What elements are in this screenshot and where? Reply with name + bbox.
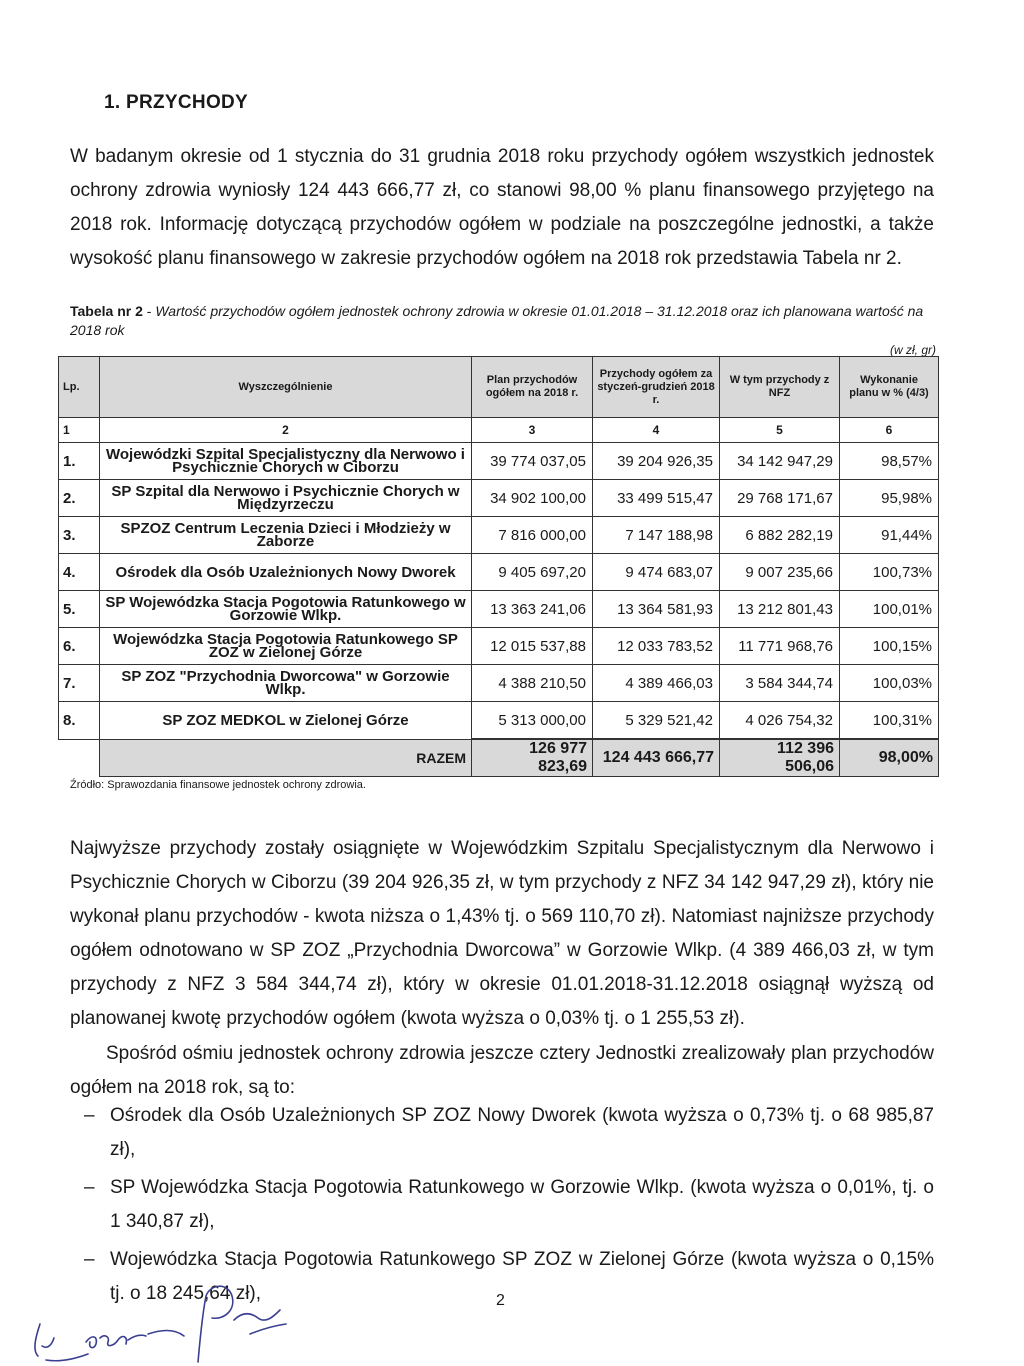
table-caption-text: Wartość przychodów ogółem jednostek ochrony zdrowia w okresie 01.01.2018 – 31.12.2018 oraz ich planowana wartość na 2018 rok [70, 303, 924, 338]
row-execution: 95,98% [840, 480, 939, 517]
row-revenue: 7 147 188,98 [593, 517, 720, 554]
column-number: 3 [472, 418, 593, 443]
row-lp: 8. [59, 702, 100, 740]
row-nfz: 29 768 171,67 [720, 480, 840, 517]
header-execution: Wykonanie planu w % (4/3) [840, 357, 939, 418]
row-lp: 4. [59, 554, 100, 591]
bullet-dash: – [84, 1105, 95, 1126]
paragraph-four-units: Spośród ośmiu jednostek ochrony zdrowia jeszcze cztery Jednostki zrealizowały plan przychodów ogółem na 2018 rok, są to: [70, 1043, 934, 1098]
row-unit-name: SP ZOZ "Przychodnia Dworcowa" w Gorzowie Wlkp. [100, 665, 472, 702]
header-lp: Lp. [59, 357, 100, 418]
row-nfz: 3 584 344,74 [720, 665, 840, 702]
row-revenue: 39 204 926,35 [593, 443, 720, 480]
bullet-dash: – [84, 1249, 95, 1270]
row-execution: 100,15% [840, 628, 939, 665]
units-note: (w zł, gr) [890, 343, 936, 357]
row-unit-name: SPZOZ Centrum Leczenia Dzieci i Młodzieży w Zaborze [100, 517, 472, 554]
row-plan: 39 774 037,05 [472, 443, 593, 480]
column-number: 5 [720, 418, 840, 443]
row-lp: 6. [59, 628, 100, 665]
table-row [59, 517, 939, 554]
table-row [59, 628, 939, 665]
bullet-item [70, 1171, 934, 1239]
row-plan: 7 816 000,00 [472, 517, 593, 554]
table-row [59, 702, 939, 740]
table-row [59, 591, 939, 628]
table-caption-dash: - [142, 303, 156, 319]
total-label: RAZEM [100, 739, 472, 777]
table-row [59, 480, 939, 517]
handwritten-signature [28, 1276, 298, 1364]
row-nfz: 6 882 282,19 [720, 517, 840, 554]
row-plan: 34 902 100,00 [472, 480, 593, 517]
column-number: 6 [840, 418, 939, 443]
header-revenue: Przychody ogółem za styczeń-grudzień 2018 r. [593, 357, 720, 418]
row-lp: 5. [59, 591, 100, 628]
row-nfz: 4 026 754,32 [720, 702, 840, 740]
row-execution: 100,73% [840, 554, 939, 591]
total-execution: 98,00% [840, 739, 939, 777]
page-number: 2 [496, 1292, 505, 1309]
bullet-text: SP Wojewódzka Stacja Pogotowia Ratunkowego w Gorzowie Wlkp. (kwota wyższa o 0,01%, tj. o 1 340,87 zł), [110, 1177, 934, 1232]
row-nfz: 9 007 235,66 [720, 554, 840, 591]
row-plan: 12 015 537,88 [472, 628, 593, 665]
bullet-item [70, 1099, 934, 1167]
row-execution: 100,03% [840, 665, 939, 702]
table-caption-label: Tabela nr 2 [70, 303, 143, 319]
row-unit-name: Ośrodek dla Osób Uzależnionych Nowy Dworek [100, 554, 472, 591]
row-unit-name: Wojewódzka Stacja Pogotowia Ratunkowego SP ZOZ w Zielonej Górze [100, 628, 472, 665]
row-nfz: 13 212 801,43 [720, 591, 840, 628]
table-source-note: Źródło: Sprawozdania finansowe jednostek ochrony zdrowia. [70, 779, 366, 791]
row-unit-name: SP ZOZ MEDKOL w Zielonej Górze [100, 702, 472, 740]
column-number: 2 [100, 418, 472, 443]
row-revenue: 4 389 466,03 [593, 665, 720, 702]
row-unit-name: SP Szpital dla Nerwowo i Psychicznie Chorych w Międzyrzeczu [100, 480, 472, 517]
row-revenue: 5 329 521,42 [593, 702, 720, 740]
table-caption [70, 302, 936, 340]
bullet-text: Ośrodek dla Osób Uzależnionych SP ZOZ Nowy Dworek (kwota wyższa o 0,73% tj. o 68 985,87 zł), [110, 1105, 934, 1160]
row-unit-name: Wojewódzki Szpital Specjalistyczny dla Nerwowo i Psychicznie Chorych w Ciborzu [100, 443, 472, 480]
column-number-row [59, 418, 939, 443]
paragraph-highest-lowest: Najwyższe przychody zostały osiągnięte w Wojewódzkim Szpitalu Specjalistycznym dla Nerwowo i Psychicznie Chorych w Ciborzu (39 204 926,35 zł, w tym przychody z NFZ 34 142 947,29 zł), który nie wykonał planu przychodów - kwota niższa o 1,43% tj. o 569 110,70 zł). Natomiast najniższe przychody ogółem odnotowano w SP ZOZ „Przychodnia Dworcowa” w Gorzowie Wlkp. (4 389 466,03 zł, w tym przychody z NFZ 3 584 344,74 zł), który w okresie 01.01.2018-31.12.2018 osiągnął wyższą od planowanej kwotę przychodów ogółem (kwota wyższa o 0,03% tj. o 1 255,53 zł). [70, 838, 934, 1029]
bullet-dash: – [84, 1177, 95, 1198]
bullet-text: Wojewódzka Stacja Pogotowia Ratunkowego SP ZOZ w Zielonej Górze (kwota wyższa o 0,15% tj. o 18 245,64 zł), [110, 1249, 934, 1304]
row-revenue: 9 474 683,07 [593, 554, 720, 591]
row-execution: 98,57% [840, 443, 939, 480]
header-description: Wyszczególnienie [100, 357, 472, 418]
row-nfz: 34 142 947,29 [720, 443, 840, 480]
row-revenue: 13 364 581,93 [593, 591, 720, 628]
total-blank-cell [59, 739, 100, 777]
row-plan: 5 313 000,00 [472, 702, 593, 740]
row-lp: 1. [59, 443, 100, 480]
row-lp: 3. [59, 517, 100, 554]
table-row [59, 665, 939, 702]
table-total-row [59, 739, 939, 777]
table-row [59, 443, 939, 480]
header-plan: Plan przychodów ogółem na 2018 r. [472, 357, 593, 418]
row-nfz: 11 771 968,76 [720, 628, 840, 665]
row-execution: 100,01% [840, 591, 939, 628]
row-lp: 7. [59, 665, 100, 702]
total-nfz: 112 396 506,06 [720, 739, 840, 777]
section-heading: 1. PRZYCHODY [104, 92, 249, 113]
row-lp: 2. [59, 480, 100, 517]
row-plan: 13 363 241,06 [472, 591, 593, 628]
intro-paragraph: W badanym okresie od 1 stycznia do 31 grudnia 2018 roku przychody ogółem wszystkich jednostek ochrony zdrowia wyniosły 124 443 666,77 zł, co stanowi 98,00 % planu finansowego przyjętego na 2018 rok. Informację dotyczącą przychodów ogółem w podziale na poszczególne jednostki, a także wysokość planu finansowego w zakresie przychodów ogółem na 2018 rok przedstawia Tabela nr 2. [70, 146, 934, 269]
header-nfz: W tym przychody z NFZ [720, 357, 840, 418]
row-unit-name: SP Wojewódzka Stacja Pogotowia Ratunkowego w Gorzowie Wlkp. [100, 591, 472, 628]
row-plan: 9 405 697,20 [472, 554, 593, 591]
row-plan: 4 388 210,50 [472, 665, 593, 702]
row-execution: 91,44% [840, 517, 939, 554]
column-number: 1 [59, 418, 100, 443]
table-header-row [59, 357, 939, 418]
table-row [59, 554, 939, 591]
column-number: 4 [593, 418, 720, 443]
revenue-table [58, 356, 939, 777]
row-execution: 100,31% [840, 702, 939, 740]
total-plan: 126 977 823,69 [472, 739, 593, 777]
total-revenue: 124 443 666,77 [593, 739, 720, 777]
row-revenue: 33 499 515,47 [593, 480, 720, 517]
row-revenue: 12 033 783,52 [593, 628, 720, 665]
